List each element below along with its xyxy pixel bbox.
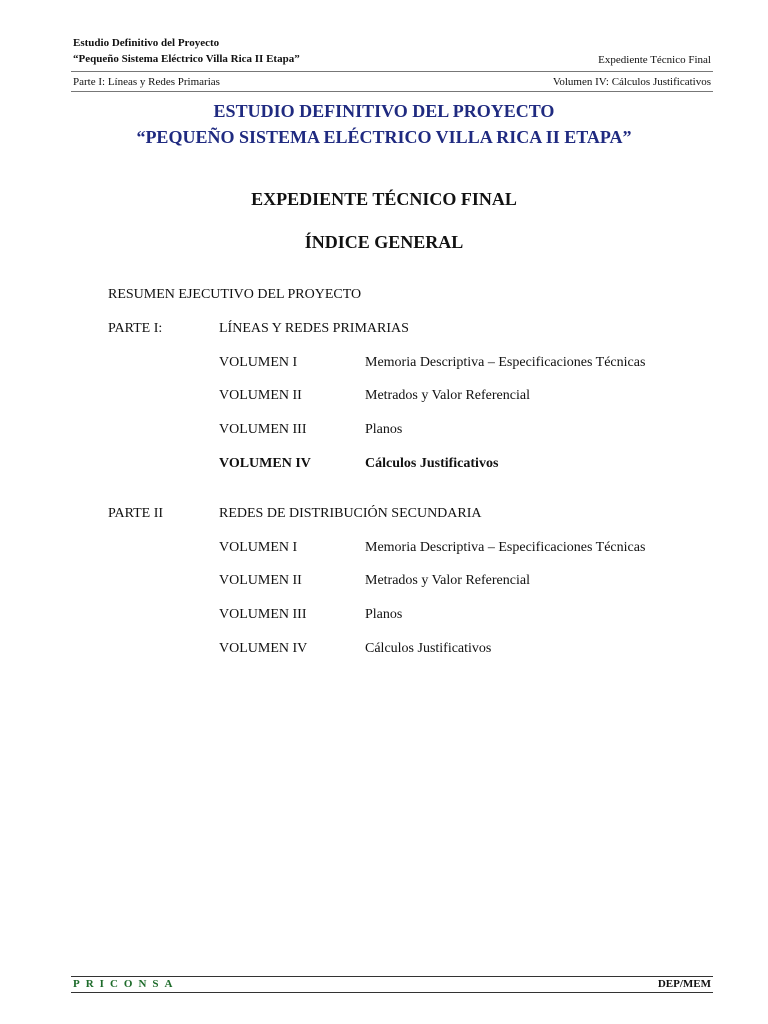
part-1-volume-4-desc: Cálculos Justificativos — [365, 456, 499, 471]
header-project-name: “Pequeño Sistema Eléctrico Villa Rica II Etapa” — [73, 53, 300, 65]
project-title: “PEQUEÑO SISTEMA ELÉCTRICO VILLA RICA II ETAPA” — [136, 127, 632, 147]
index-heading: ÍNDICE GENERAL — [304, 232, 464, 252]
part-2-volume-2: VOLUMEN II — [219, 573, 302, 588]
header-section-row — [73, 76, 711, 88]
summary-entry: RESUMEN EJECUTIVO DEL PROYECTO — [108, 287, 362, 302]
part-1-volume-3: VOLUMEN III — [219, 422, 307, 437]
part-2-label: PARTE II — [108, 506, 164, 521]
part-1-volume-1-desc: Memoria Descriptiva – Especificaciones Técnicas — [365, 355, 646, 370]
footer-rule-top — [71, 976, 713, 977]
footer-rule-bottom — [71, 992, 713, 993]
part-1-volume-2-desc: Metrados y Valor Referencial — [365, 388, 530, 403]
part-2-name: REDES DE DISTRIBUCIÓN SECUNDARIA — [219, 506, 482, 521]
header-part-label: Parte I: Líneas y Redes Primarias — [73, 76, 220, 88]
part-2-volume-3: VOLUMEN III — [219, 607, 307, 622]
part-2-volume-2-desc: Metrados y Valor Referencial — [365, 573, 530, 588]
header-volume-label: Volumen IV: Cálculos Justificativos — [552, 76, 711, 88]
header-project-label: Estudio Definitivo del Proyecto — [73, 37, 220, 49]
part-2-volume-1: VOLUMEN I — [219, 540, 298, 555]
part-1-volume-2: VOLUMEN II — [219, 388, 302, 403]
part-2-volume-4-desc: Cálculos Justificativos — [365, 641, 492, 656]
part-2-volume-4: VOLUMEN IV — [219, 641, 308, 656]
part-2-volume-3-desc: Planos — [365, 607, 403, 622]
header-document-type: Expediente Técnico Final — [598, 54, 711, 66]
part-2-volume-1-desc: Memoria Descriptiva – Especificaciones Técnicas — [365, 540, 646, 555]
part-1-name: LÍNEAS Y REDES PRIMARIAS — [219, 321, 409, 336]
part-1-volume-3-desc: Planos — [365, 422, 403, 437]
document-title: ESTUDIO DEFINITIVO DEL PROYECTO — [213, 101, 555, 121]
footer-company: PRICONSA — [73, 978, 179, 990]
header-rule-top — [71, 71, 713, 72]
footer-client: DEP/MEM — [657, 978, 711, 990]
part-1-label: PARTE I: — [108, 321, 163, 336]
part-1-volume-1: VOLUMEN I — [219, 355, 298, 370]
header-rule-bottom — [71, 91, 713, 92]
document-subtitle: EXPEDIENTE TÉCNICO FINAL — [251, 189, 517, 209]
part-1-volume-4: VOLUMEN IV — [219, 456, 311, 471]
